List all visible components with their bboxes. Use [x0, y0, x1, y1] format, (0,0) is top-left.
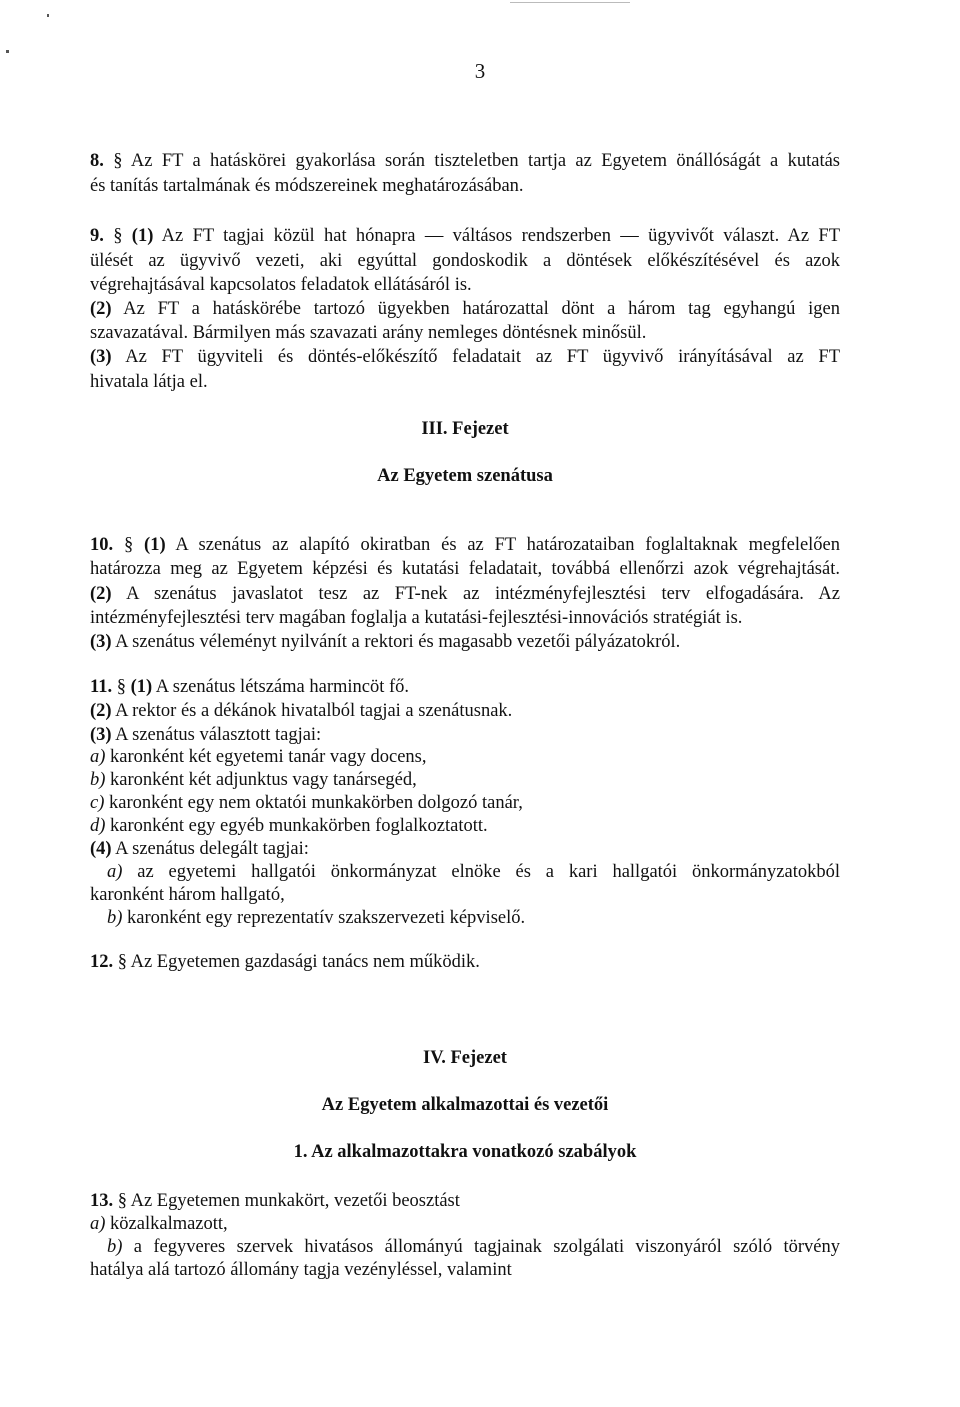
list-item: b) karonként két adjunktus vagy tanársegéd, [90, 770, 417, 790]
section-sign: § [123, 535, 134, 555]
section-9-line-7: hivatala látja el. [90, 372, 208, 392]
section-9-line-4: (2) Az FT a hatáskörébe tartozó ügyekben határozattal dönt a három tag egyhangú igen [90, 299, 840, 319]
chapter-subtitle: Az Egyetem szenátusa [377, 466, 553, 486]
scan-speck [6, 50, 9, 53]
section-sign: § [113, 151, 123, 171]
section-sign: § [113, 226, 123, 246]
section-number: 13. [90, 1191, 114, 1211]
section-12-line-1: 12. § Az Egyetemen gazdasági tanács nem működik. [90, 952, 480, 972]
section-10-line-3: (2) A szenátus javaslatot tesz az FT-nek az intézményfejlesztési terv elfogadására. Az [90, 584, 840, 604]
list-item: a) karonként két egyetemi tanár vagy docens, [90, 747, 427, 767]
section-sign: § [117, 952, 127, 972]
section-10-line-2: határozza meg az Egyetem képzési és kutatási feladatait, továbbá ellenőrzi azok végrehajtását. [90, 559, 840, 579]
list-item-continuation: hatálya alá tartozó állomány tagja vezényléssel, valamint [90, 1260, 512, 1280]
section-sign: § [116, 677, 126, 697]
section-11-line-4: (4) A szenátus delegált tagjai: [90, 839, 309, 859]
section-number: 10. [90, 535, 114, 555]
section-9-line-6: (3) Az FT ügyviteli és döntés-előkészítő feladatait az FT ügyvivő irányításával az FT [90, 347, 840, 367]
section-8-line-2: és tanítás tartalmának és módszereinek meghatározásában. [90, 176, 524, 196]
chapter-title: IV. Fejezet [423, 1048, 507, 1068]
scan-speck [47, 14, 49, 17]
section-9-line-1: 9. § (1) Az FT tagjai közül hat hónapra — váltásos rendszerben — ügyvivőt választ. Az FT [90, 226, 840, 246]
section-11-line-1: 11. § (1) A szenátus létszáma harmincöt fő. [90, 677, 410, 697]
list-item: c) karonként egy nem oktatói munkakörben dolgozó tanár, [90, 793, 523, 813]
section-number: 8. [90, 151, 104, 171]
list-item: a) az egyetemi hallgatói önkormányzat elnöke és a kari hallgatói önkormányzatokból [107, 862, 840, 882]
list-item: d) karonként egy egyéb munkakörben foglalkoztatott. [90, 816, 488, 836]
section-heading: 1. Az alkalmazottakra vonatkozó szabályok [293, 1142, 637, 1162]
section-10-line-4: intézményfejlesztési terv magában foglalja a kutatási-fejlesztési-innovációs stratégiát is. [90, 608, 743, 628]
section-8-line-1: 8. § Az FT a hatáskörei gyakorlása során tiszteletben tartja az Egyetem önállóságát a kutatás [90, 151, 840, 171]
page-number: 3 [474, 59, 486, 83]
section-9-line-3: végrehajtásával kapcsolatos feladatok ellátásáról is. [90, 275, 472, 295]
scan-top-line [510, 2, 630, 3]
section-13-line-1: 13. § Az Egyetemen munkakört, vezetői beosztást [90, 1191, 460, 1211]
section-number: 12. [90, 952, 114, 972]
section-9-line-5: szavazatával. Bármilyen más szavazati arány nemleges döntésnek minősül. [90, 323, 647, 343]
section-10-line-5: (3) A szenátus véleményt nyilvánít a rektori és magasabb vezetői pályázatokról. [90, 632, 681, 652]
section-11-line-3: (3) A szenátus választott tagjai: [90, 725, 322, 745]
list-item: a) közalkalmazott, [90, 1214, 228, 1234]
chapter-title: III. Fejezet [421, 419, 509, 439]
section-number: 11. [90, 677, 113, 697]
section-10-line-1: 10. § (1) A szenátus az alapító okiratban és az FT határozataiban foglaltaknak megfelelően [90, 535, 841, 555]
list-item: b) a fegyveres szervek hivatásos állományú tagjainak szolgálati viszonyáról szóló törvény [107, 1237, 840, 1257]
section-11-line-2: (2) A rektor és a dékánok hivatalból tagjai a szenátusnak. [90, 701, 513, 721]
section-sign: § [117, 1191, 127, 1211]
list-item-continuation: karonként három hallgató, [90, 885, 285, 905]
chapter-subtitle: Az Egyetem alkalmazottai és vezetői [321, 1095, 609, 1115]
section-9-line-2: ülését az ügyvivő vezeti, aki egyúttal gondoskodik a döntések előkészítésével és azok [90, 251, 840, 271]
section-number: 9. [90, 226, 104, 246]
list-item: b) karonként egy reprezentatív szakszervezeti képviselő. [107, 908, 526, 928]
